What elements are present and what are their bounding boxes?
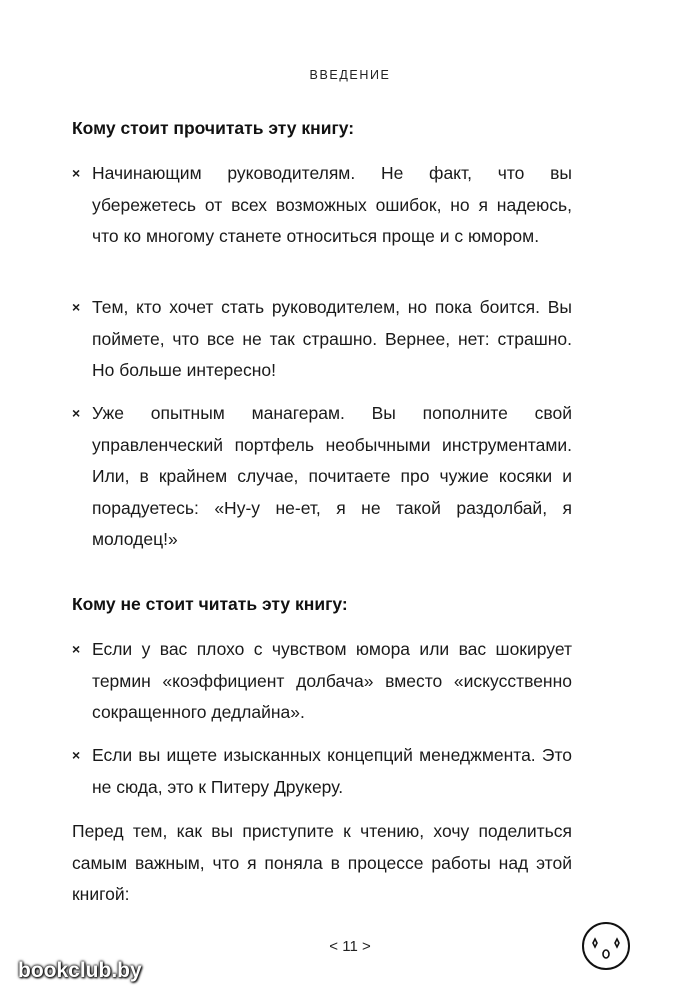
closing-paragraph: Перед тем, как вы приступите к чтению, хочу поделиться самым важным, что я поняла в процессе работы над этой книгой:: [72, 821, 572, 904]
bullet-item: [72, 398, 572, 556]
running-head: ВВЕДЕНИЕ: [309, 68, 391, 82]
bullet-text: Тем, кто хочет стать руководителем, но пока боится. Вы поймете, что все не так страшно. Вернее, нет: страшно. Но больше интересно!: [92, 297, 572, 380]
bullet-marker: ×: [72, 747, 81, 763]
bullet-marker: ×: [72, 405, 81, 421]
bullet-marker: ×: [72, 299, 81, 315]
surprised-face-icon: [580, 920, 632, 972]
page-number: < 11 >: [329, 938, 371, 955]
bullet-item: [72, 634, 572, 729]
bullet-marker: ×: [72, 641, 81, 657]
bullet-marker: ×: [72, 165, 81, 181]
bullet-text: Начинающим руководителям. Не факт, что вы убережетесь от всех возможных ошибок, но я надеюсь, что ко многому станете относиться проще и с юмором.: [92, 163, 572, 246]
section-heading-who: Кому стоит прочитать эту книгу:: [72, 118, 355, 138]
bullet-text: Если вы ищете изысканных концепций менеджмента. Это не сюда, это к Питеру Друкеру.: [92, 745, 572, 797]
bullet-text: Если у вас плохо с чувством юмора или вас шокирует термин «коэффициент долбача» вместо «искусственно сокращенного дедлайна».: [92, 639, 572, 722]
section-heading-who-not: Кому не стоит читать эту книгу:: [72, 594, 348, 614]
bullet-item: [72, 158, 572, 253]
bullet-item: [72, 740, 572, 803]
bullet-text: Уже опытным манагерам. Вы пополните свой управленческий портфель необычными инструментами. Или, в крайнем случае, почитаете про чужие косяки и порадуетесь: «Ну-у не-ет, я не такой раздолбай, я молодец!»: [92, 403, 572, 549]
watermark: bookclub.by: [18, 959, 142, 982]
bullet-item: [72, 292, 572, 387]
